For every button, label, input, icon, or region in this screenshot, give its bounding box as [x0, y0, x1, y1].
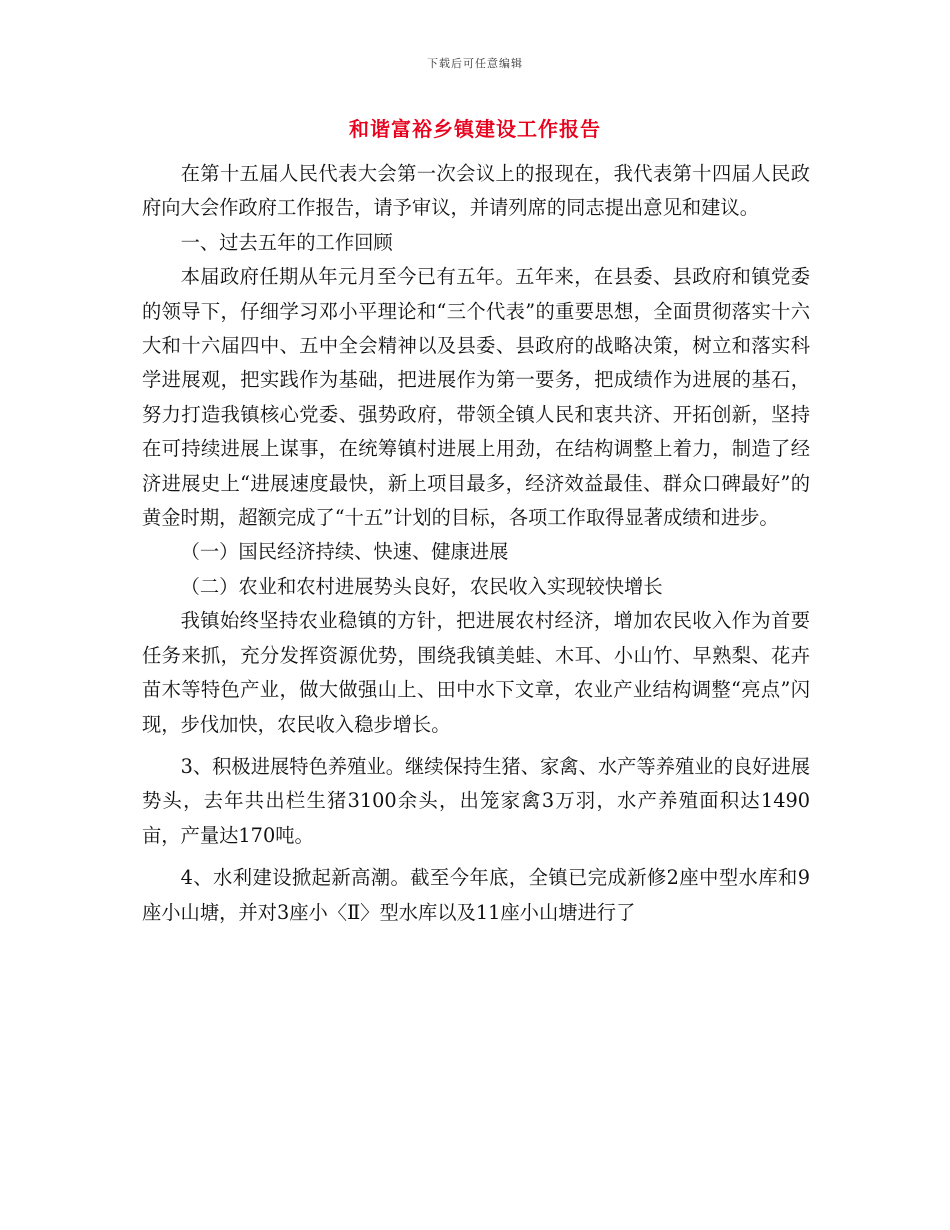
paragraph-review: 本届政府任期从年元月至今已有五年。五年来，在县委、县政府和镇党委的领导下，仔细学习邓小平理论和“三个代表”的重要思想，全面贯彻落实十六大和十六届四中、五中全会精神以及县委、县政府的战略决策，树立和落实科学进展观，把实践作为基础，把进展作为第一要务，把成绩作为进展的基石，努力打造我镇核心党委、强势政府，带领全镇人民和衷共济、开拓创新，坚持在可持续进展上谋事，在统筹镇村进展上用劲，在结构调整上着力，制造了经济进展史上“进展速度最快，新上项目最多，经济效益最佳、群众口碑最好”的黄金时期，超额完成了“十五”计划的目标，各项工作取得显著成绩和进步。: [142, 265, 810, 530]
subheading-agriculture: （二）农业和农村进展势头良好，农民收入实现较快增长: [180, 574, 663, 598]
section-heading-1: 一、过去五年的工作回顾: [180, 230, 393, 254]
paragraph-breeding: 3、积极进展特色养殖业。继续保持生猪、家禽、水产等养殖业的良好进展势头，去年共出栏生猪3100余头，出笼家禽3万羽，水产养殖面积达1490亩，产量达170吨。: [142, 754, 810, 847]
subheading-economy: （一）国民经济持续、快速、健康进展: [180, 540, 509, 564]
paragraph-water: 4、水利建设掀起新高潮。截至今年底，全镇已完成新修2座中型水库和9座小山塘，并对3座小〈Ⅱ〉型水库以及11座小山塘进行了: [142, 866, 810, 924]
document-body: [142, 157, 810, 930]
header-note: 下载后可任意编辑: [427, 57, 523, 70]
paragraph-intro: 在第十五届人民代表大会第一次会议上的报现在，我代表第十四届人民政府向大会作政府工作报告，请予审议，并请列席的同志提出意见和建议。: [142, 162, 810, 220]
paragraph-agriculture: 我镇始终坚持农业稳镇的方针，把进展农村经济，增加农民收入作为首要任务来抓，充分发挥资源优势，围绕我镇美蛙、木耳、小山竹、早熟梨、花卉苗木等特色产业，做大做强山上、田中水下文章，农业产业结构调整“亮点”闪现，步伐加快，农民收入稳步增长。: [142, 609, 810, 736]
document-title: 和谐富裕乡镇建设工作报告: [349, 117, 601, 141]
